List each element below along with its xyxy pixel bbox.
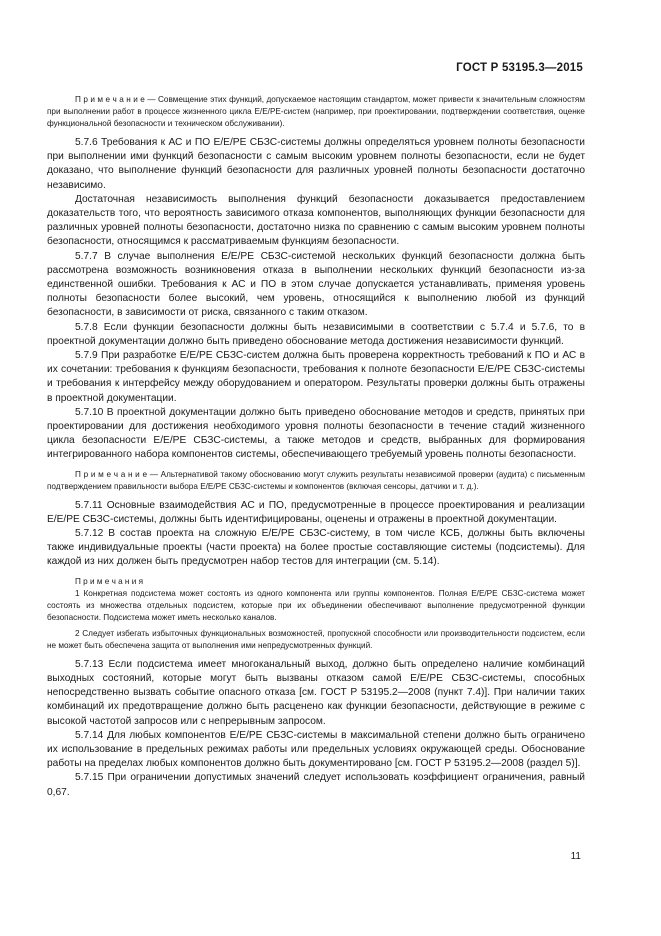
clause-5-7-7: 5.7.7 В случае выполнения E/E/PE СБЗС-системой нескольких функций безопасности должна быть рассмотрена возможность возникновения отказа в выполнении нескольких функций безопасности из-за единственной ошибки. Требования к АС и ПО в этом случае допускается устанавливать, применяя уровень полноты безопасности более высокий, чем уровень, относящийся к выполнению любой из функций безопасности, в зависимости от риска, связанного с таким отказом. bbox=[47, 250, 585, 319]
clause-5-7-13: 5.7.13 Если подсистема имеет многоканальный выход, должно быть определено наличие комбинаций выходных состояний, которые могут быть вызваны отказом самой E/E/PE СБЗС-системы, способных непосредственно вызвать событие опасного отказа [см. ГОСТ Р 53195.2—2008 (пункт 7.4)]. При наличии таких комбинаций их предотвращение должно быть расценено как функции безопасности, действующие в режиме с высокой частотой запросов или с непрерывным запросом. bbox=[47, 658, 585, 727]
clause-5-7-10: 5.7.10 В проектной документации должно быть приведено обоснование методов и средств, принятых при проектировании для достижения необходимого уровня полноты безопасности в течение стадий жизненного цикла безопасности E/E/PE СБЗС-системы, а также методов и средств, выбранных для формирования интегрированного набора компонентов системы, обеспечивающего требуемый уровень полноты безопасности. bbox=[47, 406, 585, 461]
clause-5-7-11: 5.7.11 Основные взаимодействия АС и ПО, предусмотренные в процессе проектирования и реализации E/E/PE СБЗС-системы, должны быть идентифицированы, оценены и отражены в проектной документации. bbox=[47, 499, 585, 525]
note-paragraph: П р и м е ч а н и е — Совмещение этих функций, допускаемое настоящим стандартом, может привести к значительным сложностям при выполнении работ в процессе жизненного цикла E/E/PE-систем (например, при проектировании, подтверждении соответствия, оценке функциональной безопасности и техническом обслуживании). bbox=[47, 95, 585, 128]
document-number: ГОСТ Р 53195.3—2015 bbox=[456, 62, 583, 74]
page-number: 11 bbox=[570, 851, 581, 862]
note-item: 1 Конкретная подсистема может состоять из одного компонента или группы компонентов. Полная E/E/PE СБЗС-система может состоять из множества отдельных подсистем, которые при их объединении обеспечивают выполнение предусмотренной функции безопасности. Подсистема может иметь несколько каналов. bbox=[47, 588, 585, 622]
clause-5-7-15: 5.7.15 При ограничении допустимых значений следует использовать коэффициент ограничения, равный 0,67. bbox=[47, 772, 585, 798]
clause-5-7-6: 5.7.6 Требования к АС и ПО E/E/PE СБЗС-системы должны определяться уровнем полноты безопасности при выполнении ими функций безопасности с самым высоким уровнем полноты безопасности, если не будет доказано, что выполнение функций безопасности для различных уровней полноты безопасности достаточно независимо. bbox=[47, 137, 585, 191]
clause-5-7-12: 5.7.12 В состав проекта на сложную E/E/PE СБЗС-систему, в том числе КСБ, должны быть включены также индивидуальные проекты (части проекта) на более простые составляющие системы (подсистемы). Для каждой из них должен быть предусмотрен набор тестов для интеграции (см. 5.14). bbox=[47, 528, 585, 568]
note-paragraph: П р и м е ч а н и е — Альтернативой такому обоснованию могут служить результаты независимой проверки (аудита) с письменным подтверждением правильности выбора E/E/PE СБЗС-системы и компонентов (включая сенсоры, датчики и т. д.). bbox=[47, 469, 585, 491]
notes-heading: П р и м е ч а н и я bbox=[75, 576, 144, 586]
clause-5-7-8: 5.7.8 Если функции безопасности должны быть независимыми в соответствии с 5.7.4 и 5.7.6, то в проектной документации должно быть приведено обоснование метода достижения независимости функций. bbox=[47, 321, 585, 347]
note-item: 2 Следует избегать избыточных функциональных возможностей, пропускной способности или производительности подсистем, если не может быть обеспечена защита от выполнения ими непредусмотренных функций. bbox=[47, 628, 585, 650]
clause-5-7-9: 5.7.9 При разработке E/E/PE СБЗС-систем должна быть проверена корректность требований к ПО и АС в их сочетании: требования к функциям безопасности, требования к полноте безопасности E/E/PE СБЗС-системы и требования к интерфейсу между оборудованием и оператором. Результаты проверки должны быть отражены в проектной документации. bbox=[47, 350, 585, 404]
independence-paragraph: Достаточная независимость выполнения функций безопасности доказывается предоставлением доказательств того, что вероятность зависимого отказа компонентов, выполняющих функции безопасности для различных уровней полноты безопасности, достаточно низка по сравнению с самым высоким уровнем полноты безопасности, относящимся к рассматриваемым функциям безопасности. bbox=[47, 193, 585, 248]
page-content bbox=[47, 94, 585, 800]
clause-5-7-14: 5.7.14 Для любых компонентов E/E/PE СБЗС-системы в максимальной степени должно быть ограничено их использование в предельных режимах работы или предельных условиях окружающей среды. Обоснование работы на пределах любых компонентов должно быть документировано [см. ГОСТ Р 53195.2—2008 (раздел 5)]. bbox=[47, 729, 585, 770]
